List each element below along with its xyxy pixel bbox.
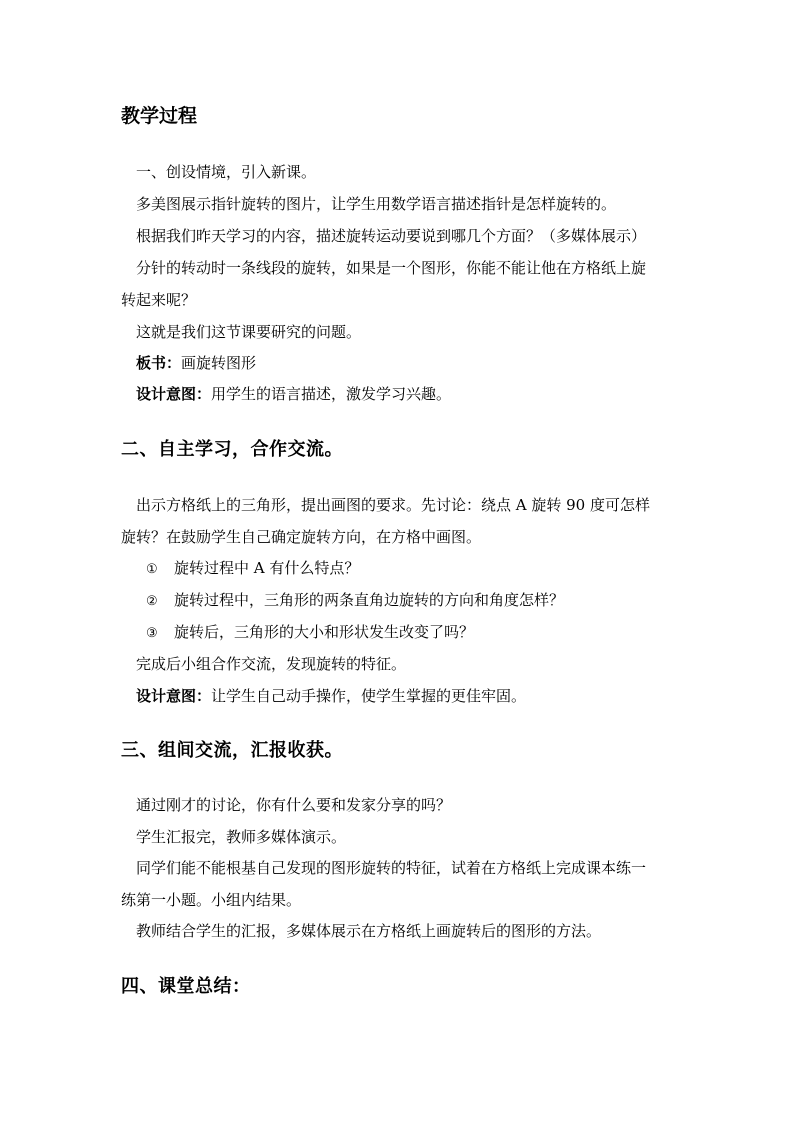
list-item-number: ② <box>146 594 158 609</box>
design-intent-label: 设计意图： <box>136 385 212 403</box>
section2-paragraph: 出示方格纸上的三角形，提出画图的要求。先讨论：绕点 A 旋转 90 度可怎样 <box>136 496 650 514</box>
section3-paragraph-continued: 练第一小题。小组内结果。 <box>121 891 302 909</box>
board-label: 板书： <box>136 354 182 372</box>
list-item-text: 旋转过程中 A 有什么特点？ <box>174 559 360 577</box>
section1-paragraph-continued: 转起来呢？ <box>121 291 197 309</box>
section3-paragraph: 通过刚才的讨论，你有什么要和发家分享的吗？ <box>136 796 452 814</box>
section1-paragraph: 根据我们昨天学习的内容，描述旋转运动要说到哪几个方面？（多媒体展示） <box>136 227 647 245</box>
list-item-text: 旋转过程中，三角形的两条直角边旋转的方向和角度怎样？ <box>174 591 565 609</box>
section2-paragraph: 完成后小组合作交流，发现旋转的特征。 <box>136 655 407 673</box>
design-intent-line <box>136 384 451 404</box>
section1-paragraph: 这就是我们这节课要研究的问题。 <box>136 323 362 341</box>
page-title: 教学过程 <box>121 105 198 127</box>
list-item-text: 旋转后，三角形的大小和形状发生改变了吗？ <box>174 623 475 641</box>
design-intent-text: 让学生自己动手操作，使学生掌握的更佳牢固。 <box>211 687 527 705</box>
board-text: 画旋转图形 <box>181 354 257 372</box>
section4-heading: 四、课堂总结： <box>121 976 251 997</box>
section1-heading: 一、创设情境，引入新课。 <box>136 163 317 181</box>
section3-heading: 三、组间交流，汇报收获。 <box>121 740 343 761</box>
section3-paragraph: 学生汇报完，教师多媒体演示。 <box>136 828 347 846</box>
design-intent-line <box>136 686 526 706</box>
section2-paragraph-continued: 旋转？在鼓励学生自己确定旋转方向，在方格中画图。 <box>121 528 482 546</box>
section1-paragraph: 分针的转动时一条线段的旋转，如果是一个图形，你能不能让他在方格纸上旋 <box>136 259 647 277</box>
section1-paragraph: 多美图展示指针旋转的图片，让学生用数学语言描述指针是怎样旋转的。 <box>136 195 617 213</box>
section3-paragraph: 教师结合学生的汇报，多媒体展示在方格纸上画旋转后的图形的方法。 <box>136 922 602 940</box>
list-item-number: ③ <box>146 626 158 641</box>
list-item-number: ① <box>146 562 158 577</box>
design-intent-text: 用学生的语言描述，激发学习兴趣。 <box>211 385 452 403</box>
list-item <box>146 558 359 580</box>
board-line <box>136 353 256 373</box>
section2-heading: 二、自主学习，合作交流。 <box>121 439 343 460</box>
list-item <box>146 590 564 612</box>
list-item <box>146 622 474 644</box>
section3-paragraph: 同学们能不能根基自己发现的图形旋转的特征，试着在方格纸上完成课本练一 <box>136 859 647 877</box>
design-intent-label: 设计意图： <box>136 687 212 705</box>
